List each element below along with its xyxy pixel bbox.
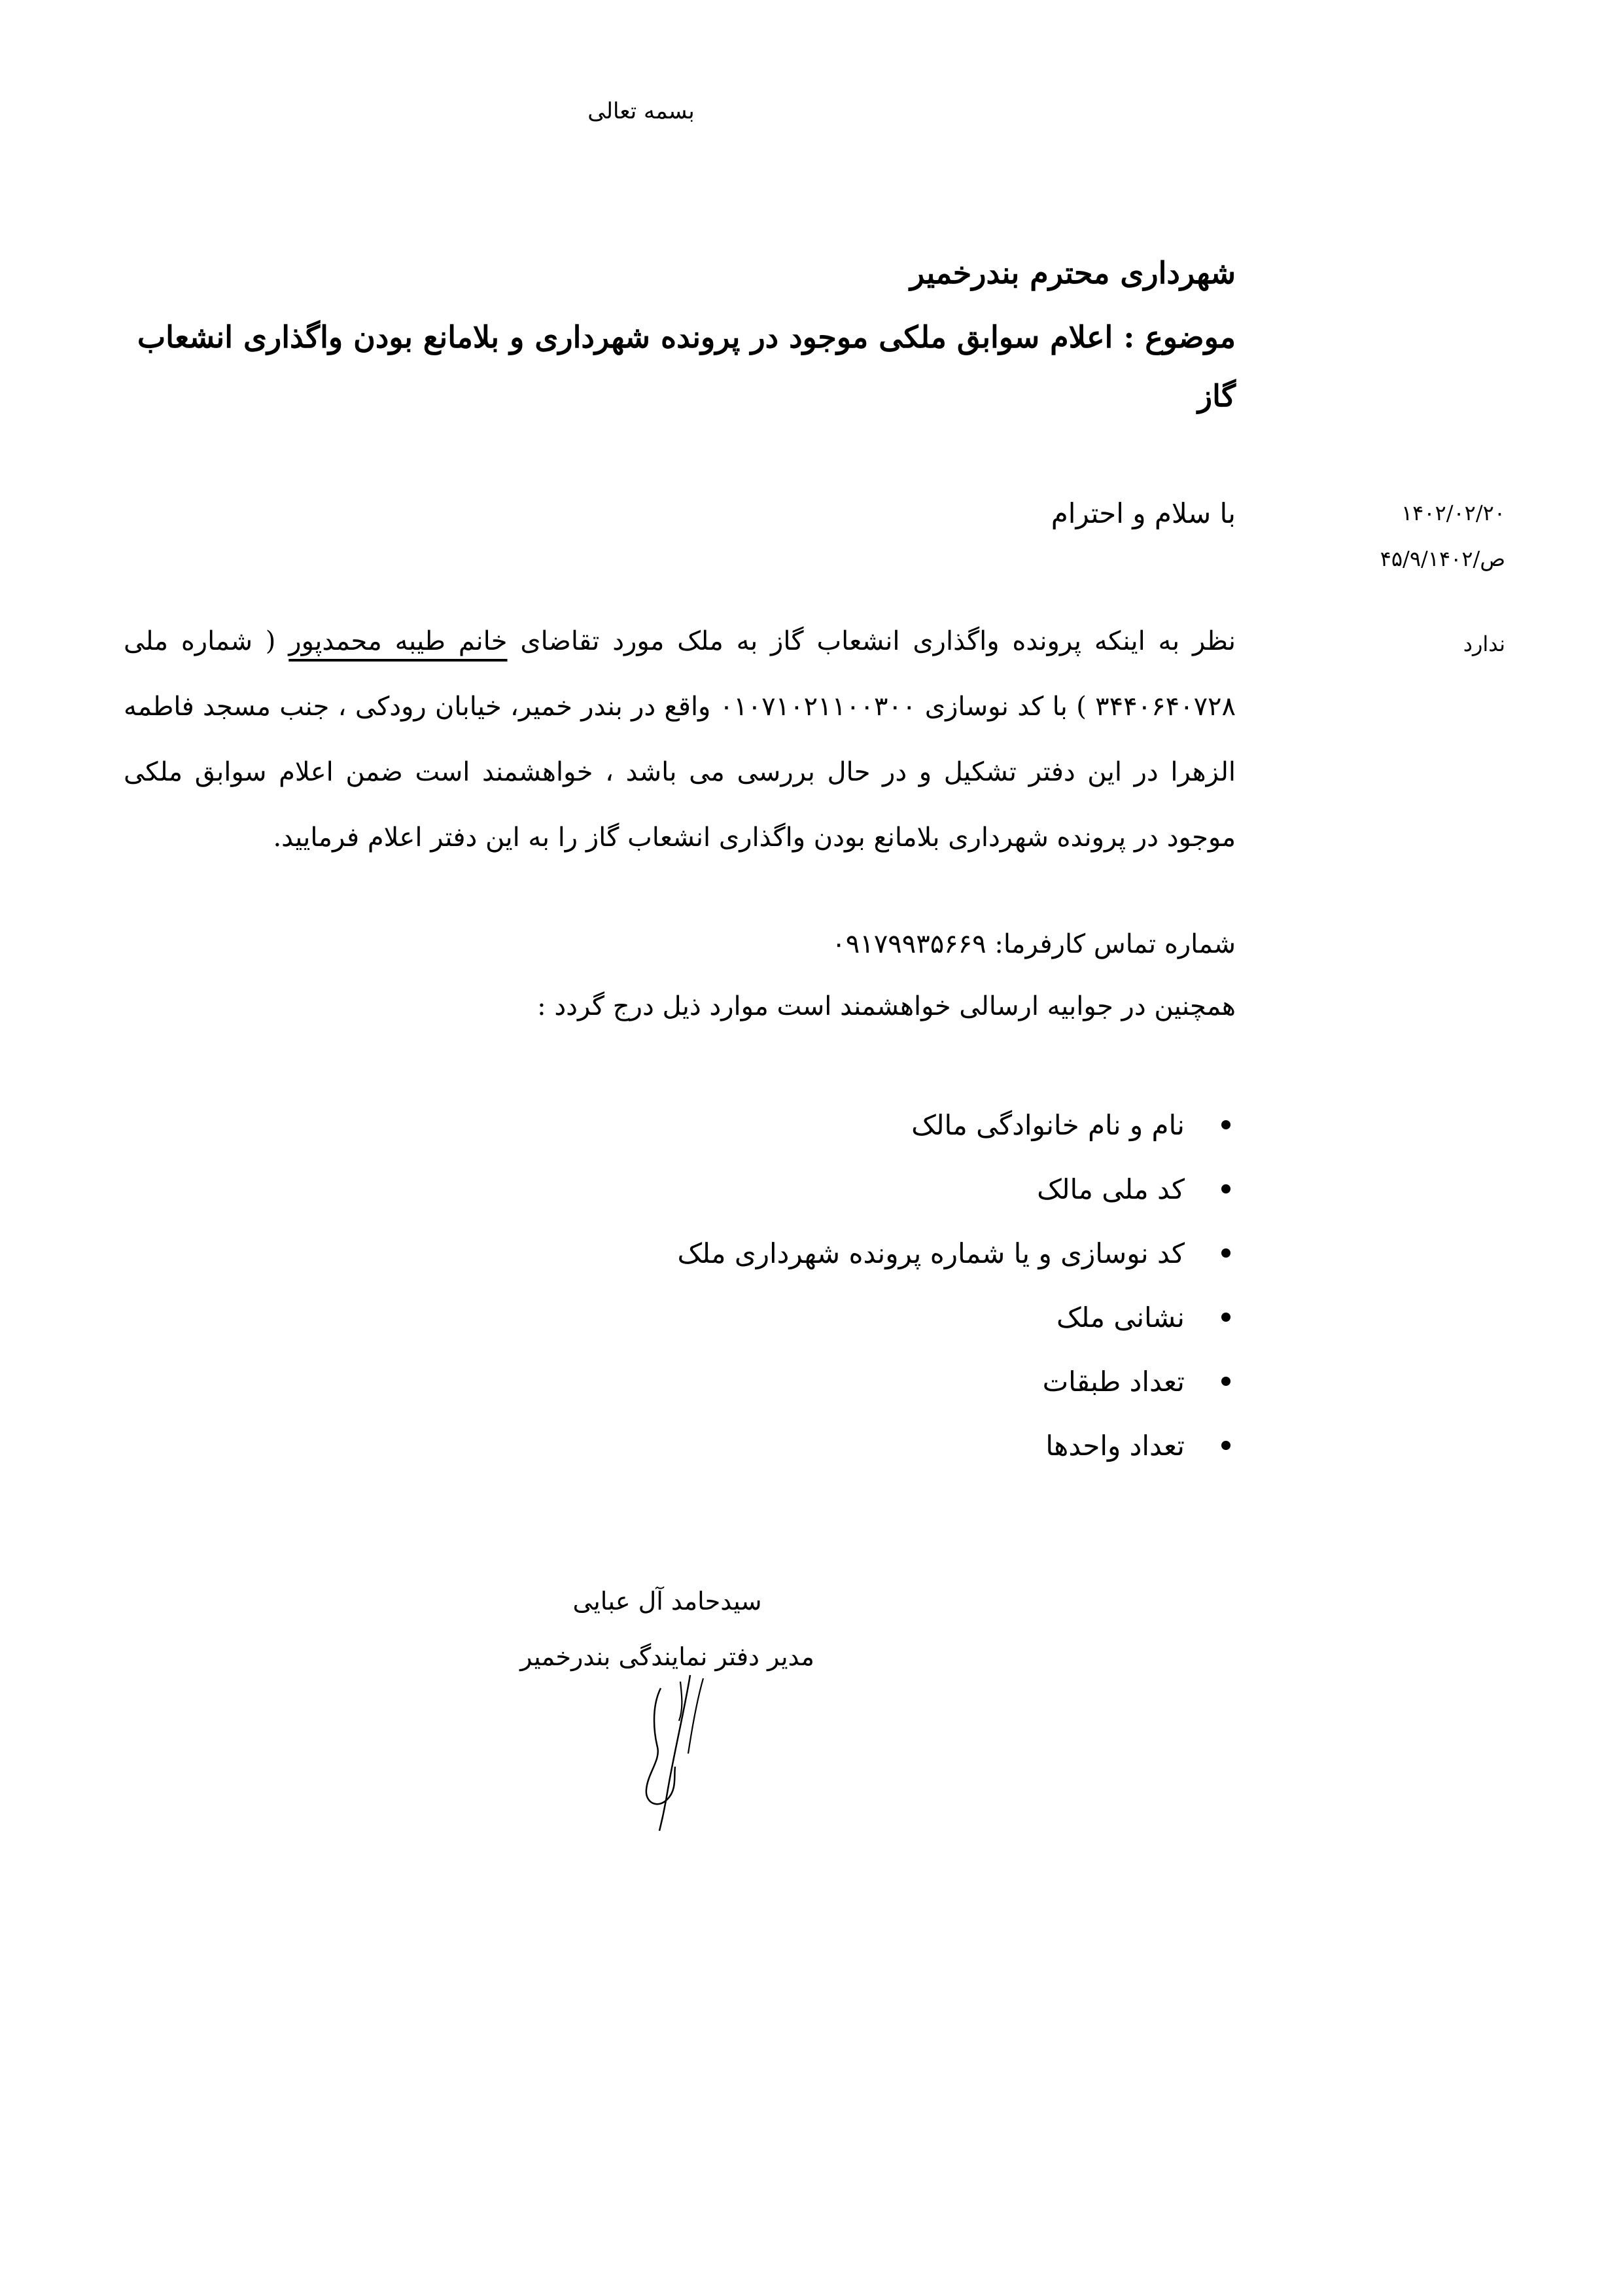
list-item: نشانی ملک [678, 1285, 1230, 1349]
body-text-part1: نظر به اینکه پرونده واگذاری انشعاب گاز به ملک مورد تقاضای [507, 626, 1236, 656]
handwritten-signature-icon [628, 1662, 733, 1832]
list-item: نام و نام خانوادگی مالک [678, 1093, 1230, 1157]
list-item: تعداد واحدها [678, 1413, 1230, 1477]
list-item: کد نوسازی و یا شماره پرونده شهرداری ملک [678, 1221, 1230, 1285]
subject-line: موضوع : اعلام سوابق ملکی موجود در پرونده شهرداری و بلامانع بودن واگذاری انشعاب گاز [137, 319, 1236, 414]
greeting: با سلام و احترام [1051, 497, 1236, 529]
signer-name: سیدحامد آل عبایی [572, 1587, 762, 1616]
bullet-icon [1221, 1248, 1230, 1258]
list-item: کد ملی مالک [678, 1157, 1230, 1221]
letter-number: ص/۴۵/۹/۱۴۰۲ [1380, 546, 1505, 571]
bullet-icon [1221, 1377, 1230, 1386]
recipient-line: شهرداری محترم بندرخمیر [909, 255, 1236, 291]
required-items-list [678, 1093, 1230, 1477]
signer-title: مدیر دفتر نمایندگی بندرخمیر [520, 1642, 814, 1671]
letter-date: ۱۴۰۲/۰۲/۲۰ [1401, 501, 1505, 525]
list-item: تعداد طبقات [678, 1349, 1230, 1413]
body-text-part2: ( شماره ملی ۳۴۴۰۶۴۰۷۲۸ ) با کد نوسازی ۰۱۰۷۱۰۲۱۱۰۰۳۰۰ واقع در بندر خمیر، خیابان رودکی ، جنب مسجد فاطمه الزهرا در این دفتر تشکیل و در حال بررسی می باشد ، خواهشمند است ضمن اعلام سوابق ملکی موجود در پرونده شهرداری بلامانع بودن واگذاری انشعاب گاز را به این دفتر اعلام فرمایید. [124, 626, 1236, 853]
bullet-icon [1221, 1120, 1230, 1129]
contact-line: شماره تماس کارفرما: ۰۹۱۷۹۹۳۵۶۶۹ [831, 929, 1236, 959]
bullet-icon [1221, 1313, 1230, 1322]
request-intro: همچنین در جوابیه ارسالی خواهشمند است موارد ذیل درج گردد : [537, 991, 1236, 1021]
bullet-icon [1221, 1441, 1230, 1450]
bullet-icon [1221, 1184, 1230, 1193]
applicant-name: خانم طیبه محمدپور [288, 626, 508, 656]
letter-body [124, 609, 1236, 870]
invocation-heading: بسمه تعالی [587, 98, 695, 124]
attachment-status: ندارد [1463, 631, 1505, 656]
